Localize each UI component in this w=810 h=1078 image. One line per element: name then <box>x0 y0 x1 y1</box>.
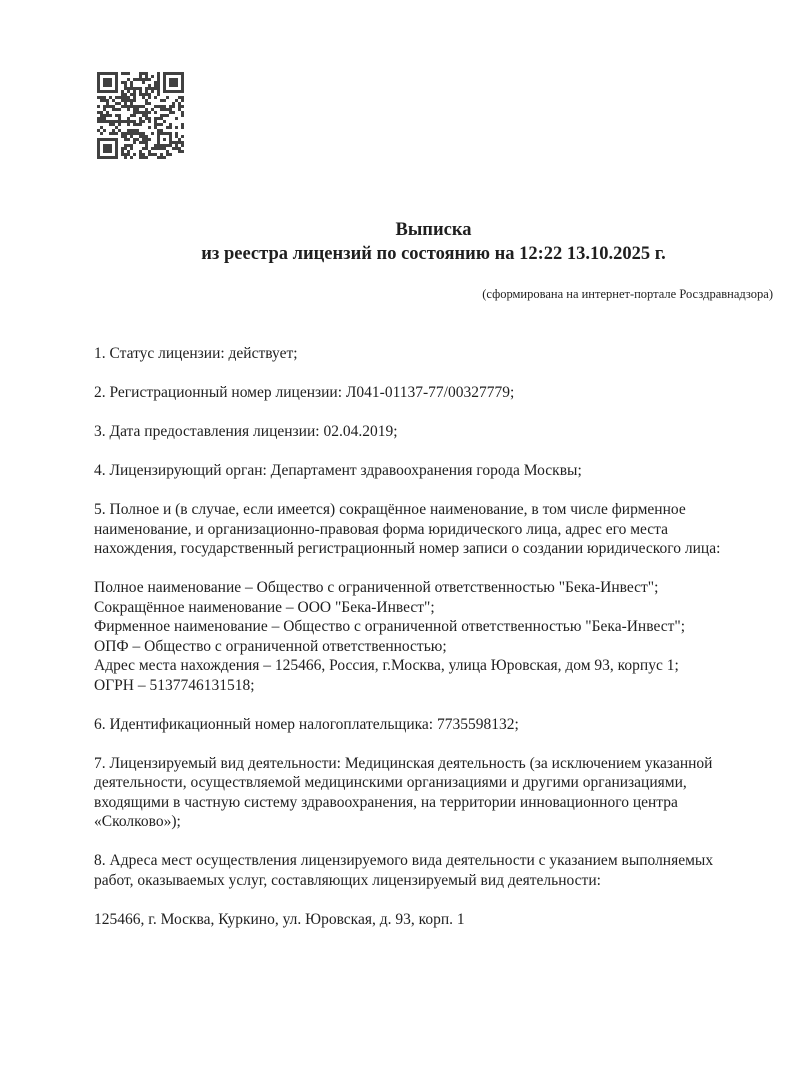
qr-code-icon <box>97 72 184 159</box>
paragraph-licensing-authority: 4. Лицензирующий орган: Департамент здравоохранения города Москвы; <box>94 462 582 479</box>
paragraph-registration-number: 2. Регистрационный номер лицензии: Л041-01137-77/00327779; <box>94 384 515 401</box>
title-line-1: Выписка <box>395 220 472 240</box>
paragraph-license-status: 1. Статус лицензии: действует; <box>94 345 298 362</box>
paragraph-licensed-activity: 7. Лицензируемый вид деятельности: Медицинская деятельность (за исключением указанной деятельности, осуществляемой медицинскими организациями и другими организациями, входящими в частную систему здравоохранения, на территории инновационного центра «Сколково»); <box>94 754 713 830</box>
paragraph-activity-addresses-intro: 8. Адреса мест осуществления лицензируемого вида деятельности с указанием выполняемых работ, оказываемых услуг, составляющих лицензируемый вид деятельности: <box>94 852 714 889</box>
paragraph-org-details: Полное наименование – Общество с ограниченной ответственностью "Бека-Инвест"; Сокращённое наименование – ООО "Бека-Инвест"; Фирменное наименование – Общество с ограниченной ответственностью "Бека-Инвест"; ОПФ – Общество с ограниченной ответственностью; Адрес места нахождения – 125466, Россия, г.Москва, улица Юровская, дом 93, корпус 1; ОГРН – 5137746131518; <box>94 579 685 694</box>
paragraph-naming-intro: 5. Полное и (в случае, если имеется) сокращённое наименование, в том числе фирменное наименование, и организационно-правовая форма юридического лица, адрес его места нахождения, государственный регистрационный номер записи о создании юридического лица: <box>94 501 721 557</box>
paragraph-activity-address: 125466, г. Москва, Куркино, ул. Юровская, д. 93, корп. 1 <box>94 910 465 928</box>
paragraph-inn: 6. Идентификационный номер налогоплательщика: 7735598132; <box>94 715 519 733</box>
document-title <box>94 218 773 266</box>
document-body <box>94 344 773 929</box>
paragraph-license-date: 3. Дата предоставления лицензии: 02.04.2019; <box>94 423 398 440</box>
document-content <box>94 218 773 929</box>
generated-note: (сформирована на интернет-портале Росздравнадзора) <box>482 287 773 301</box>
title-line-2: из реестра лицензий по состоянию на 12:22 13.10.2025 г. <box>201 244 666 264</box>
